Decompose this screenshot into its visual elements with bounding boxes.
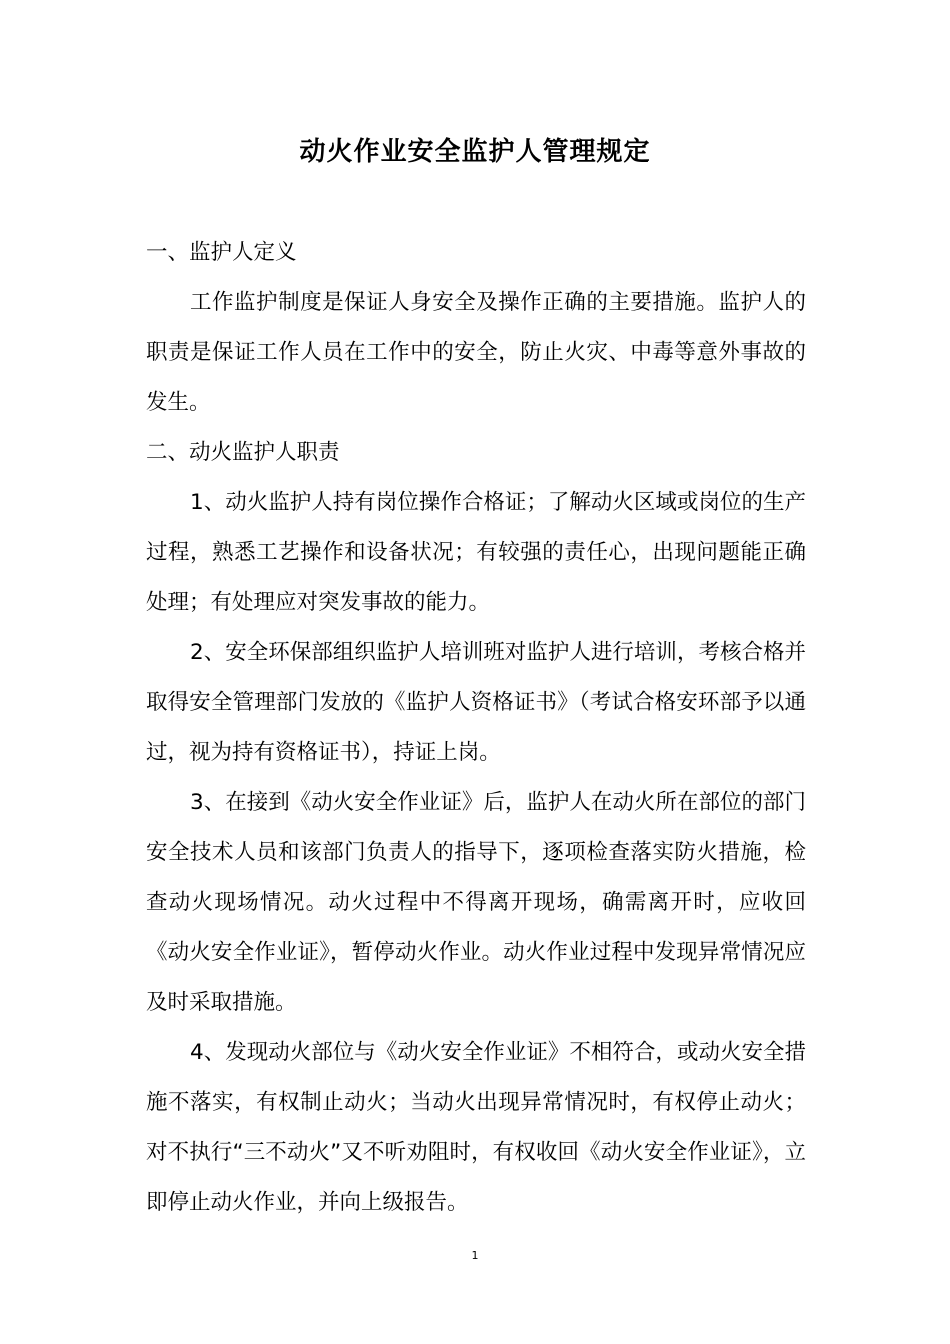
paragraph-duty-1: 1、动火监护人持有岗位操作合格证；了解动火区域或岗位的生产过程，熟悉工艺操作和设备状况；有较强的责任心，出现问题能正确处理；有处理应对突发事故的能力。	[146, 490, 806, 615]
section-heading-duties: 二、动火监护人职责	[146, 440, 340, 465]
section-heading-definition: 一、监护人定义	[146, 240, 297, 265]
paragraph-duty-3: 3、在接到《动火安全作业证》后，监护人在动火所在部位的部门安全技术人员和该部门负责人的指导下，逐项检查落实防火措施，检查动火现场情况。动火过程中不得离开现场，确需离开时，应收回《动火安全作业证》，暂停动火作业。动火作业过程中发现异常情况应及时采取措施。	[146, 790, 806, 1015]
paragraph-duty-2: 2、安全环保部组织监护人培训班对监护人进行培训，考核合格并取得安全管理部门发放的《监护人资格证书》（考试合格安环部予以通过，视为持有资格证书），持证上岗。	[146, 640, 806, 765]
paragraph-definition: 工作监护制度是保证人身安全及操作正确的主要措施。监护人的职责是保证工作人员在工作中的安全，防止火灾、中毒等意外事故的发生。	[146, 290, 806, 415]
document-body	[146, 228, 806, 1228]
document-title: 动火作业安全监护人管理规定	[299, 137, 651, 167]
paragraph-duty-4: 4、发现动火部位与《动火安全作业证》不相符合，或动火安全措施不落实，有权制止动火；当动火出现异常情况时，有权停止动火；对不执行“三不动火”又不听劝阻时，有权收回《动火安全作业证》，立即停止动火作业，并向上级报告。	[146, 1040, 806, 1215]
page-number: 1	[471, 1249, 479, 1262]
